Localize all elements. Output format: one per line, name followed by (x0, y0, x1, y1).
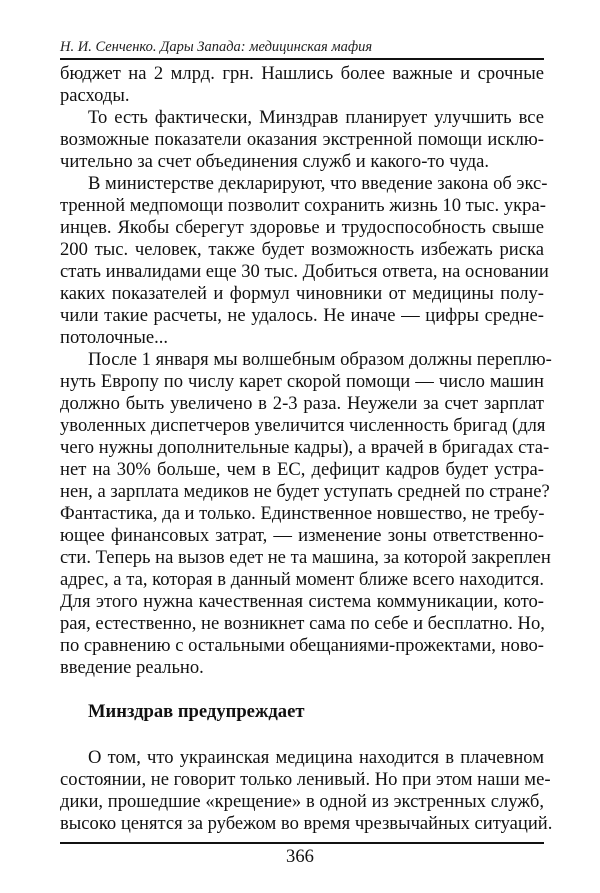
paragraph (60, 173, 549, 349)
paragraph (60, 63, 544, 107)
running-head: Н. И. Сенченко. Дары Запада: медицинская мафия (60, 39, 373, 55)
footer-rule (60, 842, 544, 844)
header-rule (60, 58, 544, 60)
text-line: 200 тыс. человек, также будет возможность избежать риска (60, 239, 544, 260)
text-line: Для этого нужна качественная система коммуникации, кото- (60, 591, 544, 612)
text-line: чего нужны дополнительные кадры), а врачей в бригадах ста- (60, 437, 550, 458)
text-line: возможные показатели оказания экстренной помощи исклю- (60, 129, 544, 150)
text-line: каких показателей и формул чиновники от медицины полу- (60, 283, 544, 304)
text-line: После 1 января мы волшебным образом должны переплю- (88, 349, 552, 370)
text-line: инцев. Якобы сберегут здоровье и трудоспособность свыше (60, 217, 544, 238)
text-line: рая, естественно, не возникнет сама по себе и бесплатно. Но, (60, 613, 545, 634)
text-line: уволенных диспетчеров увеличится численность бригад (для (60, 415, 546, 436)
paragraph (60, 747, 553, 835)
paragraph (60, 107, 544, 173)
text-line: тренной медпомощи позволит сохранить жизнь 10 тыс. укра- (60, 195, 546, 216)
section-heading: Минздрав предупреждает (88, 701, 305, 722)
body-text (60, 63, 552, 679)
text-line: чили такие расчеты, не удалось. Не иначе — цифры средне- (60, 305, 544, 326)
text-line: по сравнению с остальными обещаниями-прожектами, ново- (60, 635, 544, 656)
text-line: чительно за счет объединения служб и какого-то чуда. (60, 151, 490, 172)
text-line: высоко ценятся за рубежом во время чрезвычайных ситуаций. (60, 813, 553, 834)
text-line: расходы. (60, 85, 130, 106)
text-line: введение реально. (60, 657, 204, 678)
text-line: состоянии, не говорит только ленивый. Но при этом наши ме- (60, 769, 551, 790)
text-line: нуть Европу по числу карет скорой помощи — число машин (60, 371, 544, 392)
text-line: нен, а зарплата медиков не будет уступать средней по стране? (60, 481, 550, 502)
text-line: стать инвалидами еще 30 тыс. Добиться ответа, на основании (60, 261, 549, 282)
text-line: бюджет на 2 млрд. грн. Нашлись более важные и срочные (60, 63, 544, 84)
text-line: ющее финансовых затрат, — изменение зоны ответственно- (60, 525, 544, 546)
text-line: Фантастика, да и только. Единственное новшество, не требу- (60, 503, 545, 524)
text-line: нет на 30% больше, чем в ЕС, дефицит кадров будет устра- (60, 459, 544, 480)
text-line: должно быть увеличено в 2-3 раза. Неужели за счет зарплат (60, 393, 544, 414)
text-line: потолочные... (60, 327, 169, 348)
page-number: 366 (286, 846, 314, 867)
text-line: То есть фактически, Минздрав планирует улучшить все (88, 107, 544, 128)
paragraph (60, 349, 552, 679)
text-line: О том, что украинская медицина находится в плачевном (88, 747, 544, 768)
text-line: дики, прошедшие «крещение» в одной из экстренных служб, (60, 791, 544, 812)
body-text-section (60, 747, 553, 835)
text-line: сти. Теперь на вызов едет не та машина, за которой закреплен (60, 547, 551, 568)
text-line: В министерстве декларируют, что введение закона об экс- (88, 173, 548, 194)
text-line: адрес, а та, которая в данный момент ближе всего находится. (60, 569, 544, 590)
